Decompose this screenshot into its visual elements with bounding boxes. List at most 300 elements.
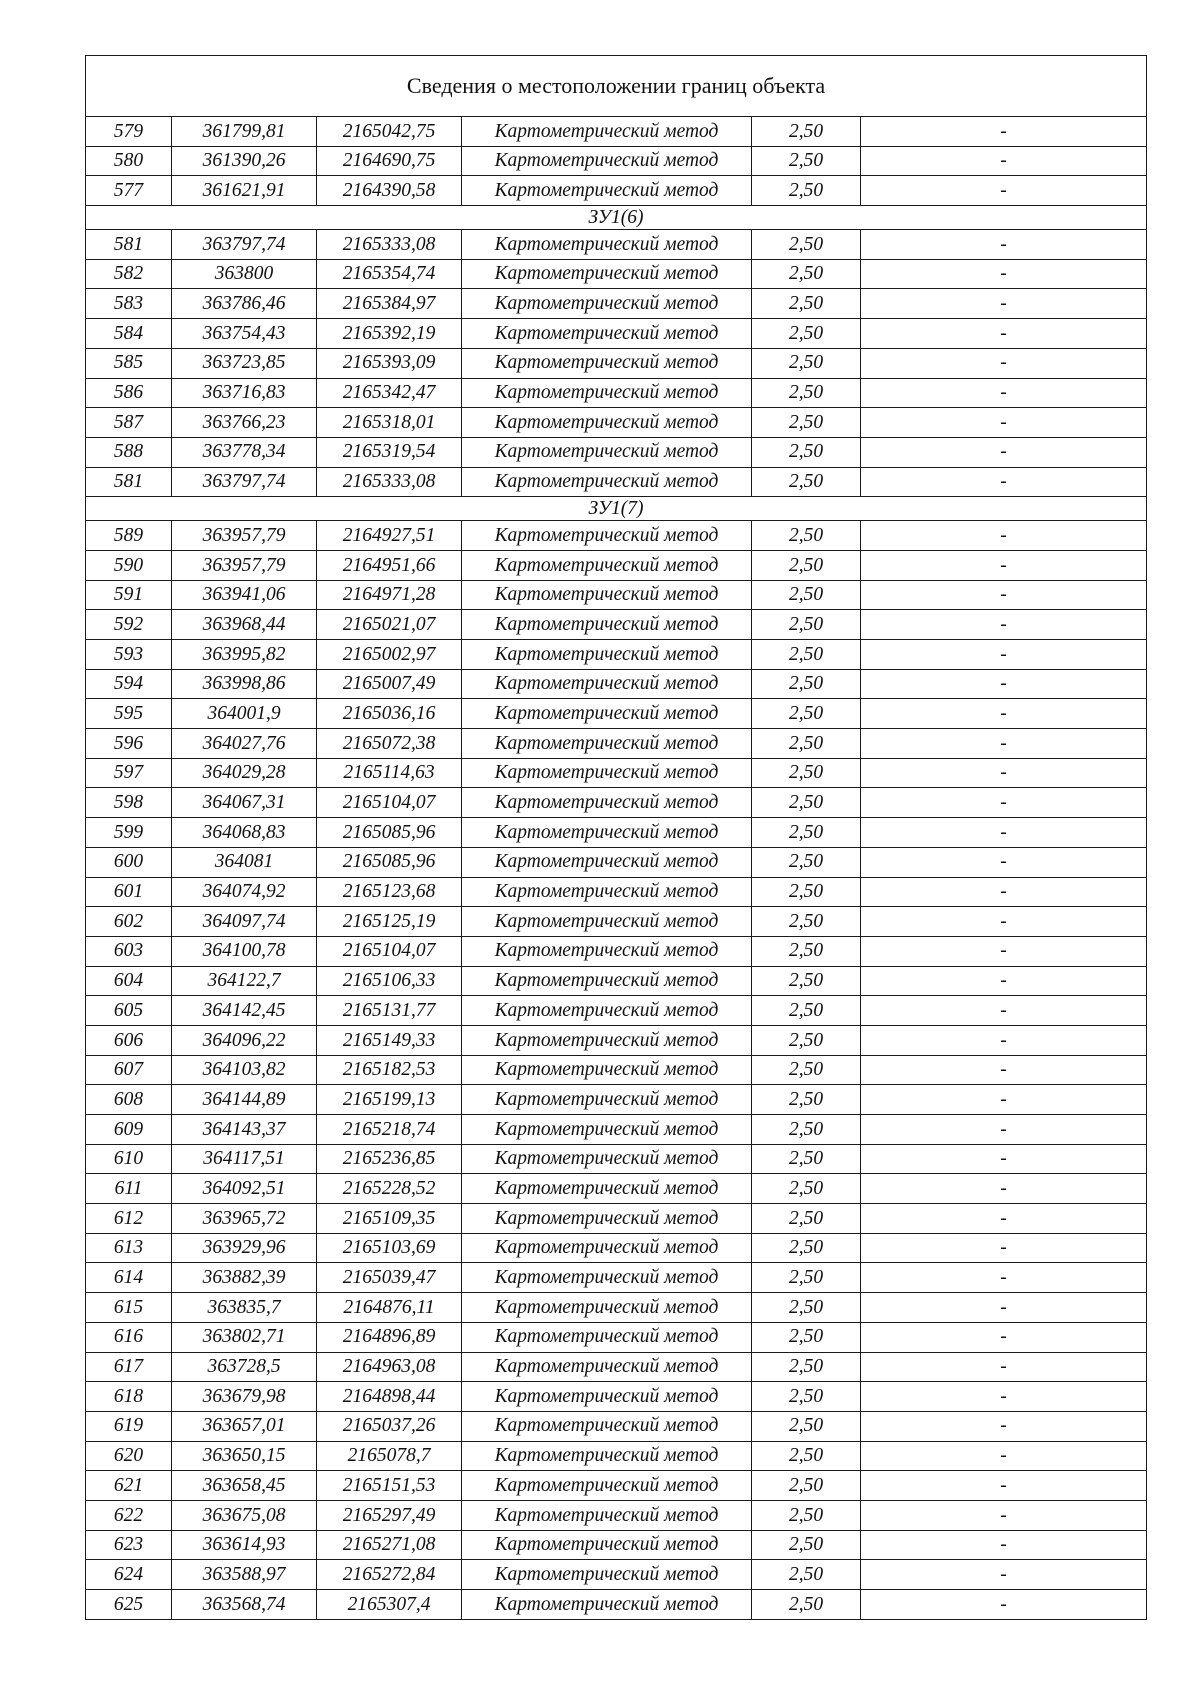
table-row <box>86 1263 1147 1293</box>
method-cell: Картометрический метод <box>462 818 752 848</box>
table-row <box>86 729 1147 759</box>
method-cell: Картометрический метод <box>462 1352 752 1382</box>
description-cell: - <box>861 1115 1147 1145</box>
section-row <box>86 206 1147 230</box>
description-cell: - <box>861 1560 1147 1590</box>
point-number-cell: 584 <box>86 319 172 349</box>
x-coordinate-cell: 363679,98 <box>172 1382 317 1412</box>
x-coordinate-cell: 363650,15 <box>172 1441 317 1471</box>
description-cell: - <box>861 788 1147 818</box>
precision-cell: 2,50 <box>752 1352 861 1382</box>
y-coordinate-cell: 2165333,08 <box>317 467 462 497</box>
x-coordinate-cell: 363754,43 <box>172 319 317 349</box>
description-cell: - <box>861 729 1147 759</box>
description-cell: - <box>861 996 1147 1026</box>
y-coordinate-cell: 2165393,09 <box>317 348 462 378</box>
precision-cell: 2,50 <box>752 1293 861 1323</box>
description-cell: - <box>861 1471 1147 1501</box>
point-number-cell: 577 <box>86 176 172 206</box>
method-cell: Картометрический метод <box>462 259 752 289</box>
description-cell: - <box>861 907 1147 937</box>
method-cell: Картометрический метод <box>462 1055 752 1085</box>
description-cell: - <box>861 1382 1147 1412</box>
table-row <box>86 1500 1147 1530</box>
table-row <box>86 699 1147 729</box>
point-number-cell: 579 <box>86 117 172 147</box>
x-coordinate-cell: 363965,72 <box>172 1204 317 1234</box>
precision-cell: 2,50 <box>752 1560 861 1590</box>
precision-cell: 2,50 <box>752 699 861 729</box>
x-coordinate-cell: 364100,78 <box>172 936 317 966</box>
precision-cell: 2,50 <box>752 1115 861 1145</box>
x-coordinate-cell: 363882,39 <box>172 1263 317 1293</box>
precision-cell: 2,50 <box>752 907 861 937</box>
boundary-table <box>85 55 1147 1620</box>
description-cell: - <box>861 936 1147 966</box>
x-coordinate-cell: 361390,26 <box>172 146 317 176</box>
precision-cell: 2,50 <box>752 1204 861 1234</box>
description-cell: - <box>861 319 1147 349</box>
point-number-cell: 581 <box>86 230 172 260</box>
x-coordinate-cell: 364068,83 <box>172 818 317 848</box>
y-coordinate-cell: 2165218,74 <box>317 1115 462 1145</box>
precision-cell: 2,50 <box>752 117 861 147</box>
precision-cell: 2,50 <box>752 996 861 1026</box>
table-row <box>86 1085 1147 1115</box>
table-row <box>86 348 1147 378</box>
table-row <box>86 847 1147 877</box>
x-coordinate-cell: 363614,93 <box>172 1530 317 1560</box>
method-cell: Картометрический метод <box>462 758 752 788</box>
point-number-cell: 593 <box>86 640 172 670</box>
y-coordinate-cell: 2165342,47 <box>317 378 462 408</box>
y-coordinate-cell: 2165318,01 <box>317 408 462 438</box>
point-number-cell: 604 <box>86 966 172 996</box>
table-row <box>86 319 1147 349</box>
table-row <box>86 550 1147 580</box>
y-coordinate-cell: 2164876,11 <box>317 1293 462 1323</box>
y-coordinate-cell: 2165085,96 <box>317 847 462 877</box>
description-cell: - <box>861 146 1147 176</box>
y-coordinate-cell: 2165131,77 <box>317 996 462 1026</box>
method-cell: Картометрический метод <box>462 550 752 580</box>
section-label: ЗУ1(6) <box>86 206 1147 230</box>
description-cell: - <box>861 467 1147 497</box>
y-coordinate-cell: 2164390,58 <box>317 176 462 206</box>
method-cell: Картометрический метод <box>462 1115 752 1145</box>
point-number-cell: 600 <box>86 847 172 877</box>
description-cell: - <box>861 348 1147 378</box>
y-coordinate-cell: 2165319,54 <box>317 437 462 467</box>
method-cell: Картометрический метод <box>462 378 752 408</box>
method-cell: Картометрический метод <box>462 1590 752 1620</box>
description-cell: - <box>861 550 1147 580</box>
precision-cell: 2,50 <box>752 348 861 378</box>
precision-cell: 2,50 <box>752 1085 861 1115</box>
precision-cell: 2,50 <box>752 1322 861 1352</box>
method-cell: Картометрический метод <box>462 1471 752 1501</box>
point-number-cell: 596 <box>86 729 172 759</box>
table-row <box>86 521 1147 551</box>
y-coordinate-cell: 2165104,07 <box>317 788 462 818</box>
y-coordinate-cell: 2165384,97 <box>317 289 462 319</box>
table-row <box>86 818 1147 848</box>
description-cell: - <box>861 1025 1147 1055</box>
x-coordinate-cell: 363835,7 <box>172 1293 317 1323</box>
y-coordinate-cell: 2165125,19 <box>317 907 462 937</box>
point-number-cell: 594 <box>86 669 172 699</box>
method-cell: Картометрический метод <box>462 1293 752 1323</box>
method-cell: Картометрический метод <box>462 847 752 877</box>
y-coordinate-cell: 2165333,08 <box>317 230 462 260</box>
method-cell: Картометрический метод <box>462 1144 752 1174</box>
method-cell: Картометрический метод <box>462 699 752 729</box>
description-cell: - <box>861 1055 1147 1085</box>
x-coordinate-cell: 363778,34 <box>172 437 317 467</box>
point-number-cell: 591 <box>86 580 172 610</box>
point-number-cell: 621 <box>86 1471 172 1501</box>
method-cell: Картометрический метод <box>462 319 752 349</box>
method-cell: Картометрический метод <box>462 1382 752 1412</box>
description-cell: - <box>861 230 1147 260</box>
description-cell: - <box>861 176 1147 206</box>
method-cell: Картометрический метод <box>462 640 752 670</box>
precision-cell: 2,50 <box>752 1411 861 1441</box>
y-coordinate-cell: 2164927,51 <box>317 521 462 551</box>
point-number-cell: 589 <box>86 521 172 551</box>
point-number-cell: 601 <box>86 877 172 907</box>
table-row <box>86 1322 1147 1352</box>
point-number-cell: 603 <box>86 936 172 966</box>
precision-cell: 2,50 <box>752 521 861 551</box>
method-cell: Картометрический метод <box>462 146 752 176</box>
method-cell: Картометрический метод <box>462 996 752 1026</box>
x-coordinate-cell: 364081 <box>172 847 317 877</box>
method-cell: Картометрический метод <box>462 580 752 610</box>
y-coordinate-cell: 2165392,19 <box>317 319 462 349</box>
table-row <box>86 146 1147 176</box>
x-coordinate-cell: 364117,51 <box>172 1144 317 1174</box>
y-coordinate-cell: 2165272,84 <box>317 1560 462 1590</box>
x-coordinate-cell: 364096,22 <box>172 1025 317 1055</box>
precision-cell: 2,50 <box>752 610 861 640</box>
table-row <box>86 1233 1147 1263</box>
point-number-cell: 590 <box>86 550 172 580</box>
table-row <box>86 1471 1147 1501</box>
description-cell: - <box>861 847 1147 877</box>
precision-cell: 2,50 <box>752 230 861 260</box>
table-row <box>86 117 1147 147</box>
x-coordinate-cell: 364144,89 <box>172 1085 317 1115</box>
x-coordinate-cell: 364097,74 <box>172 907 317 937</box>
description-cell: - <box>861 1590 1147 1620</box>
x-coordinate-cell: 363802,71 <box>172 1322 317 1352</box>
method-cell: Картометрический метод <box>462 936 752 966</box>
y-coordinate-cell: 2165236,85 <box>317 1144 462 1174</box>
point-number-cell: 613 <box>86 1233 172 1263</box>
method-cell: Картометрический метод <box>462 907 752 937</box>
method-cell: Картометрический метод <box>462 1530 752 1560</box>
precision-cell: 2,50 <box>752 580 861 610</box>
y-coordinate-cell: 2165271,08 <box>317 1530 462 1560</box>
table-row <box>86 408 1147 438</box>
point-number-cell: 581 <box>86 467 172 497</box>
y-coordinate-cell: 2165039,47 <box>317 1263 462 1293</box>
x-coordinate-cell: 363658,45 <box>172 1471 317 1501</box>
x-coordinate-cell: 364143,37 <box>172 1115 317 1145</box>
table-row <box>86 467 1147 497</box>
table-row <box>86 1025 1147 1055</box>
section-row <box>86 497 1147 521</box>
point-number-cell: 606 <box>86 1025 172 1055</box>
x-coordinate-cell: 363723,85 <box>172 348 317 378</box>
precision-cell: 2,50 <box>752 1590 861 1620</box>
y-coordinate-cell: 2165021,07 <box>317 610 462 640</box>
description-cell: - <box>861 1322 1147 1352</box>
precision-cell: 2,50 <box>752 1233 861 1263</box>
table-row <box>86 1441 1147 1471</box>
description-cell: - <box>861 1263 1147 1293</box>
table-row <box>86 640 1147 670</box>
table-body <box>86 56 1147 1620</box>
x-coordinate-cell: 363929,96 <box>172 1233 317 1263</box>
precision-cell: 2,50 <box>752 437 861 467</box>
table-row <box>86 1590 1147 1620</box>
x-coordinate-cell: 364092,51 <box>172 1174 317 1204</box>
table-row <box>86 1293 1147 1323</box>
point-number-cell: 583 <box>86 289 172 319</box>
table-row <box>86 669 1147 699</box>
description-cell: - <box>861 1500 1147 1530</box>
y-coordinate-cell: 2164896,89 <box>317 1322 462 1352</box>
point-number-cell: 608 <box>86 1085 172 1115</box>
point-number-cell: 598 <box>86 788 172 818</box>
method-cell: Картометрический метод <box>462 230 752 260</box>
description-cell: - <box>861 1530 1147 1560</box>
point-number-cell: 622 <box>86 1500 172 1530</box>
description-cell: - <box>861 818 1147 848</box>
x-coordinate-cell: 363957,79 <box>172 550 317 580</box>
x-coordinate-cell: 363800 <box>172 259 317 289</box>
table-row <box>86 1382 1147 1412</box>
point-number-cell: 595 <box>86 699 172 729</box>
x-coordinate-cell: 363797,74 <box>172 467 317 497</box>
precision-cell: 2,50 <box>752 758 861 788</box>
description-cell: - <box>861 1174 1147 1204</box>
table-row <box>86 1352 1147 1382</box>
x-coordinate-cell: 364027,76 <box>172 729 317 759</box>
method-cell: Картометрический метод <box>462 966 752 996</box>
table-row <box>86 176 1147 206</box>
table-row <box>86 1204 1147 1234</box>
y-coordinate-cell: 2165103,69 <box>317 1233 462 1263</box>
point-number-cell: 620 <box>86 1441 172 1471</box>
table-row <box>86 580 1147 610</box>
x-coordinate-cell: 364001,9 <box>172 699 317 729</box>
description-cell: - <box>861 259 1147 289</box>
y-coordinate-cell: 2165106,33 <box>317 966 462 996</box>
y-coordinate-cell: 2165307,4 <box>317 1590 462 1620</box>
method-cell: Картометрический метод <box>462 467 752 497</box>
point-number-cell: 614 <box>86 1263 172 1293</box>
method-cell: Картометрический метод <box>462 788 752 818</box>
table-row <box>86 1411 1147 1441</box>
table-row <box>86 907 1147 937</box>
method-cell: Картометрический метод <box>462 1025 752 1055</box>
precision-cell: 2,50 <box>752 640 861 670</box>
precision-cell: 2,50 <box>752 1174 861 1204</box>
table-row <box>86 1560 1147 1590</box>
table-row <box>86 1174 1147 1204</box>
precision-cell: 2,50 <box>752 467 861 497</box>
precision-cell: 2,50 <box>752 818 861 848</box>
section-label: ЗУ1(7) <box>86 497 1147 521</box>
method-cell: Картометрический метод <box>462 289 752 319</box>
x-coordinate-cell: 363728,5 <box>172 1352 317 1382</box>
method-cell: Картометрический метод <box>462 1233 752 1263</box>
table-row <box>86 966 1147 996</box>
point-number-cell: 605 <box>86 996 172 1026</box>
x-coordinate-cell: 363657,01 <box>172 1411 317 1441</box>
x-coordinate-cell: 363588,97 <box>172 1560 317 1590</box>
method-cell: Картометрический метод <box>462 729 752 759</box>
table-row <box>86 230 1147 260</box>
document-title: Сведения о местоположении границ объекта <box>86 56 1147 117</box>
x-coordinate-cell: 364074,92 <box>172 877 317 907</box>
x-coordinate-cell: 364103,82 <box>172 1055 317 1085</box>
x-coordinate-cell: 361799,81 <box>172 117 317 147</box>
y-coordinate-cell: 2165182,53 <box>317 1055 462 1085</box>
x-coordinate-cell: 363968,44 <box>172 610 317 640</box>
description-cell: - <box>861 1352 1147 1382</box>
table-row <box>86 1055 1147 1085</box>
method-cell: Картометрический метод <box>462 1411 752 1441</box>
point-number-cell: 617 <box>86 1352 172 1382</box>
x-coordinate-cell: 363568,74 <box>172 1590 317 1620</box>
point-number-cell: 587 <box>86 408 172 438</box>
method-cell: Картометрический метод <box>462 437 752 467</box>
x-coordinate-cell: 363995,82 <box>172 640 317 670</box>
description-cell: - <box>861 408 1147 438</box>
y-coordinate-cell: 2165123,68 <box>317 877 462 907</box>
y-coordinate-cell: 2164690,75 <box>317 146 462 176</box>
precision-cell: 2,50 <box>752 259 861 289</box>
point-number-cell: 592 <box>86 610 172 640</box>
precision-cell: 2,50 <box>752 669 861 699</box>
y-coordinate-cell: 2165151,53 <box>317 1471 462 1501</box>
precision-cell: 2,50 <box>752 1144 861 1174</box>
method-cell: Картометрический метод <box>462 1204 752 1234</box>
x-coordinate-cell: 364029,28 <box>172 758 317 788</box>
table-row <box>86 378 1147 408</box>
description-cell: - <box>861 1204 1147 1234</box>
table-row <box>86 1530 1147 1560</box>
point-number-cell: 580 <box>86 146 172 176</box>
description-cell: - <box>861 669 1147 699</box>
table-row <box>86 936 1147 966</box>
precision-cell: 2,50 <box>752 1500 861 1530</box>
point-number-cell: 607 <box>86 1055 172 1085</box>
y-coordinate-cell: 2165037,26 <box>317 1411 462 1441</box>
point-number-cell: 602 <box>86 907 172 937</box>
precision-cell: 2,50 <box>752 1382 861 1412</box>
y-coordinate-cell: 2164951,66 <box>317 550 462 580</box>
precision-cell: 2,50 <box>752 847 861 877</box>
y-coordinate-cell: 2165297,49 <box>317 1500 462 1530</box>
method-cell: Картометрический метод <box>462 117 752 147</box>
y-coordinate-cell: 2165002,97 <box>317 640 462 670</box>
precision-cell: 2,50 <box>752 408 861 438</box>
point-number-cell: 618 <box>86 1382 172 1412</box>
precision-cell: 2,50 <box>752 289 861 319</box>
precision-cell: 2,50 <box>752 1471 861 1501</box>
point-number-cell: 599 <box>86 818 172 848</box>
x-coordinate-cell: 364122,7 <box>172 966 317 996</box>
description-cell: - <box>861 117 1147 147</box>
method-cell: Картометрический метод <box>462 521 752 551</box>
table-row <box>86 289 1147 319</box>
method-cell: Картометрический метод <box>462 669 752 699</box>
table-row <box>86 877 1147 907</box>
x-coordinate-cell: 363957,79 <box>172 521 317 551</box>
method-cell: Картометрический метод <box>462 408 752 438</box>
precision-cell: 2,50 <box>752 729 861 759</box>
x-coordinate-cell: 363786,46 <box>172 289 317 319</box>
precision-cell: 2,50 <box>752 936 861 966</box>
precision-cell: 2,50 <box>752 1263 861 1293</box>
point-number-cell: 588 <box>86 437 172 467</box>
point-number-cell: 585 <box>86 348 172 378</box>
description-cell: - <box>861 1144 1147 1174</box>
y-coordinate-cell: 2165036,16 <box>317 699 462 729</box>
description-cell: - <box>861 640 1147 670</box>
table-row <box>86 1144 1147 1174</box>
description-cell: - <box>861 1233 1147 1263</box>
description-cell: - <box>861 699 1147 729</box>
precision-cell: 2,50 <box>752 1530 861 1560</box>
precision-cell: 2,50 <box>752 966 861 996</box>
table-header-row <box>86 56 1147 117</box>
precision-cell: 2,50 <box>752 1441 861 1471</box>
method-cell: Картометрический метод <box>462 1441 752 1471</box>
description-cell: - <box>861 1085 1147 1115</box>
method-cell: Картометрический метод <box>462 176 752 206</box>
x-coordinate-cell: 363998,86 <box>172 669 317 699</box>
y-coordinate-cell: 2165078,7 <box>317 1441 462 1471</box>
point-number-cell: 611 <box>86 1174 172 1204</box>
description-cell: - <box>861 289 1147 319</box>
table-row <box>86 996 1147 1026</box>
point-number-cell: 597 <box>86 758 172 788</box>
method-cell: Картометрический метод <box>462 1500 752 1530</box>
y-coordinate-cell: 2164898,44 <box>317 1382 462 1412</box>
description-cell: - <box>861 966 1147 996</box>
method-cell: Картометрический метод <box>462 1263 752 1293</box>
x-coordinate-cell: 363797,74 <box>172 230 317 260</box>
table-row <box>86 259 1147 289</box>
x-coordinate-cell: 363716,83 <box>172 378 317 408</box>
x-coordinate-cell: 363941,06 <box>172 580 317 610</box>
y-coordinate-cell: 2165354,74 <box>317 259 462 289</box>
point-number-cell: 582 <box>86 259 172 289</box>
description-cell: - <box>861 521 1147 551</box>
y-coordinate-cell: 2165109,35 <box>317 1204 462 1234</box>
precision-cell: 2,50 <box>752 788 861 818</box>
point-number-cell: 612 <box>86 1204 172 1234</box>
method-cell: Картометрический метод <box>462 348 752 378</box>
point-number-cell: 616 <box>86 1322 172 1352</box>
precision-cell: 2,50 <box>752 877 861 907</box>
